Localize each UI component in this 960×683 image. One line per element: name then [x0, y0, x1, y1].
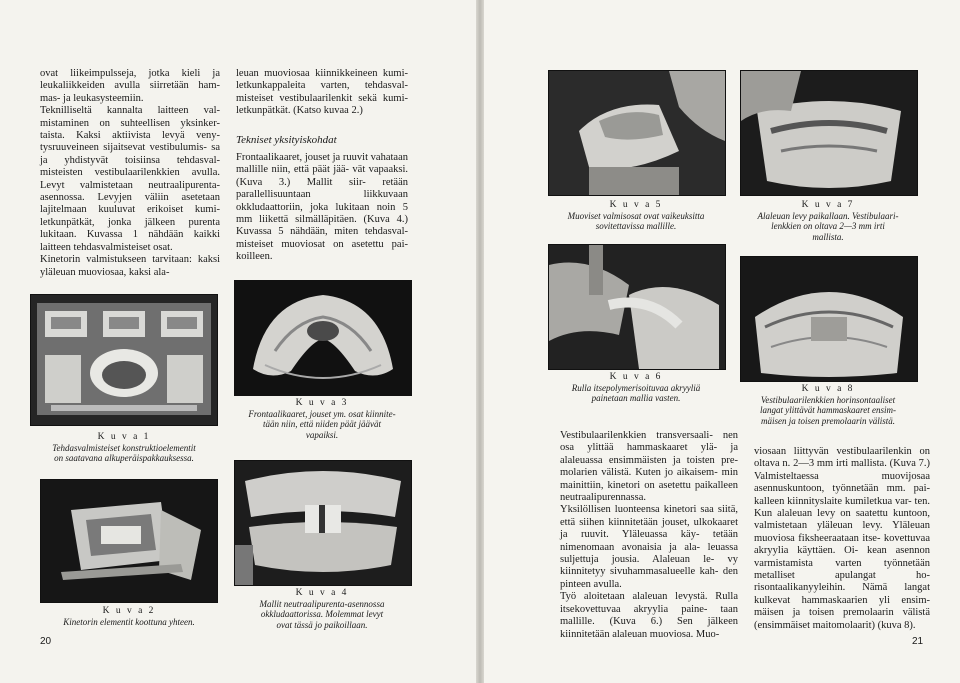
caption-kuva-5	[542, 200, 730, 232]
page-number-right: 21	[912, 636, 924, 647]
caption-kuva-5-text: Muoviset valmisosat ovat vaikeuksitta sovitettavissa mallille.	[567, 210, 705, 231]
caption-kuva-4	[228, 588, 416, 630]
caption-kuva-2-text: Kinetorin elementit koottuna yhteen.	[63, 616, 195, 627]
photo-kuva-6	[548, 244, 726, 370]
caption-kuva-6-label: K u v a 6	[609, 372, 663, 382]
left-column-1-text: ovat liikeimpulsseja, jotka kieli ja leukaliikkeiden avulla siirretään ham- mas- ja leukasysteemiin. Teknilliseltä kannalta laitteen val- mistaminen on suhteellisen yksinker- taista. Kaksi aktiivista levyä veny- tysruuveineen sijaitsevat vestibulumis- sa ja yhdistyvät toisiinsa tehdasval- misteisten vestibulaarilenkkien avulla. Levyt valmistetaan neutraalipurenta- asennossa. Levyjen väliin asetetaan lajitelmaan kuuluvat erikoiset kumi- letkunpätkät, jonka jälkeen purenta lukitaan. Kuvassa 1 nähdään kaikki laitteen tehdasvalmisteiset osat. Kinetorin valmistukseen tarvitaan: kaksi yläleuan muoviosaa, kaksi ala-	[40, 68, 220, 278]
right-page	[484, 0, 960, 683]
photo-kuva-8	[740, 256, 918, 382]
caption-kuva-3-label: K u v a 3	[295, 398, 349, 408]
caption-kuva-3	[228, 398, 416, 440]
caption-kuva-8-text: Vestibulaarilenkkien horinsontaaliset langat ylittävät hammaskaaret ensim- mäisen ja toisen premolaarin välistä.	[760, 394, 896, 426]
caption-kuva-1-text: Tehdasvalmisteiset konstruktioelementit on saatavana alkuperäispakkauksessa.	[52, 442, 196, 463]
caption-kuva-7-text: Alaleuan levy paikallaan. Vestibulaari- lenkkien on oltava 2—3 mm irti mallista.	[757, 210, 899, 242]
caption-kuva-5-label: K u v a 5	[609, 200, 663, 210]
caption-kuva-7	[734, 200, 922, 242]
caption-kuva-3-text: Frontaalikaaret, jouset ym. osat kiinnite- tään niin, että niiden päät jäävät vapaiksi.	[248, 408, 396, 440]
left-column-2-text: leuan muoviosaa kiinnikkeineen kumi- letkunkappaleita varten, tehdasval- misteiset vestibulaarilenkit sekä kumi- letkunpätkät. (Katso kuvaa 2.)	[236, 68, 408, 117]
photo-kuva-7	[740, 70, 918, 196]
section-heading: Tekniset yksityiskohdat	[236, 134, 337, 146]
caption-kuva-2-label: K u v a 2	[102, 606, 156, 616]
left-page	[0, 0, 476, 683]
caption-kuva-8	[734, 384, 922, 426]
caption-kuva-4-label: K u v a 4	[295, 588, 349, 598]
caption-kuva-1	[24, 432, 224, 464]
page-number-left: 20	[40, 636, 52, 647]
right-column-1-text: Vestibulaarilenkkien transversaali- nen osa ylittää hammaskaaret ylä- ja alaleuassa ensimmäisten ja toisten pre- molarien välistä. Kuten jo aikaisem- min mainittiin, kinetori on asetettu paikalleen neutraalipurennassa. Yksilöllisen luonteensa kinetori saa siitä, että siihen kiinnitetään jouset, ulkokaaret ja ruuvit. Yläleuassa käy- tetään nimenomaan avonaisia ja ala- leuassa suljettuja jousia. Alaleuan le- vy kiinnitetyy sivuhammasalueelle kah- den pinteen avulla. Työ aloitetaan alaleuan levystä. Rulla itsekovettuvaa akryylia paine- taan mallille. (Kuva 6.) Sen jälkeen kiinnitetään alaleuan muoviosa. Muo-	[560, 430, 738, 640]
caption-kuva-1-label: K u v a 1	[97, 432, 151, 442]
caption-kuva-8-label: K u v a 8	[801, 384, 855, 394]
photo-kuva-5	[548, 70, 726, 196]
caption-kuva-2	[36, 606, 222, 627]
caption-kuva-4-text: Mallit neutraalipurenta-asennossa okkludaattorissa. Molemmat levyt ovat tässä jo paikoillaan.	[259, 598, 385, 630]
photo-kuva-2	[40, 479, 218, 603]
right-column-2-text: viosaan liittyvän vestibulaarilenkin on oltava n. 2—3 mm irti mallista. (Kuva 7.) Valmisteltaessa muovijosaa asennuskuntoon, työnnetään mm. pai- kalleen kiinnityslaite kumiletkua var- ten. Kun alaleuan levy on saatettu kuntoon, valmistetaan yläleuan levy. Yläleuan muoviosa fiksheeraataan itse- kovettuvaa akryylia käyttäen. Oi- kean asennon varmistamista varten työnnetään metalliset apulangat ho- risontaalikanyyleihin. Nämä langat kulkevat hammaskaarien yli ensim- mäisen ja toisen premolaarin välistä (ensimmäiset maitomolaarit) (kuva 8).	[754, 446, 930, 631]
photo-kuva-3	[234, 280, 412, 396]
caption-kuva-6-text: Rulla itsepolymerisoituvaa akryyliä painetaan mallia vasten.	[571, 382, 701, 403]
caption-kuva-6	[542, 372, 730, 404]
caption-kuva-7-label: K u v a 7	[801, 200, 855, 210]
photo-kuva-4	[234, 460, 412, 586]
book-gutter	[476, 0, 484, 683]
left-column-2-text-2: Frontaalikaaret, jouset ja ruuvit vahataan mallille niin, että päät jää- vät vapaaksi. (Kuva 3.) Mallit siir- retään parallellisuuntaan liikkuvaan okkludaattoriin, joka lukitaan noin 5 mm liikettä silmälläpitäen. (Kuva 4.) Kuvassa 5 nähdään, miten tehdasval- misteiset muoviosat on asetettu pai- koilleen.	[236, 152, 408, 263]
photo-kuva-1	[30, 294, 218, 426]
